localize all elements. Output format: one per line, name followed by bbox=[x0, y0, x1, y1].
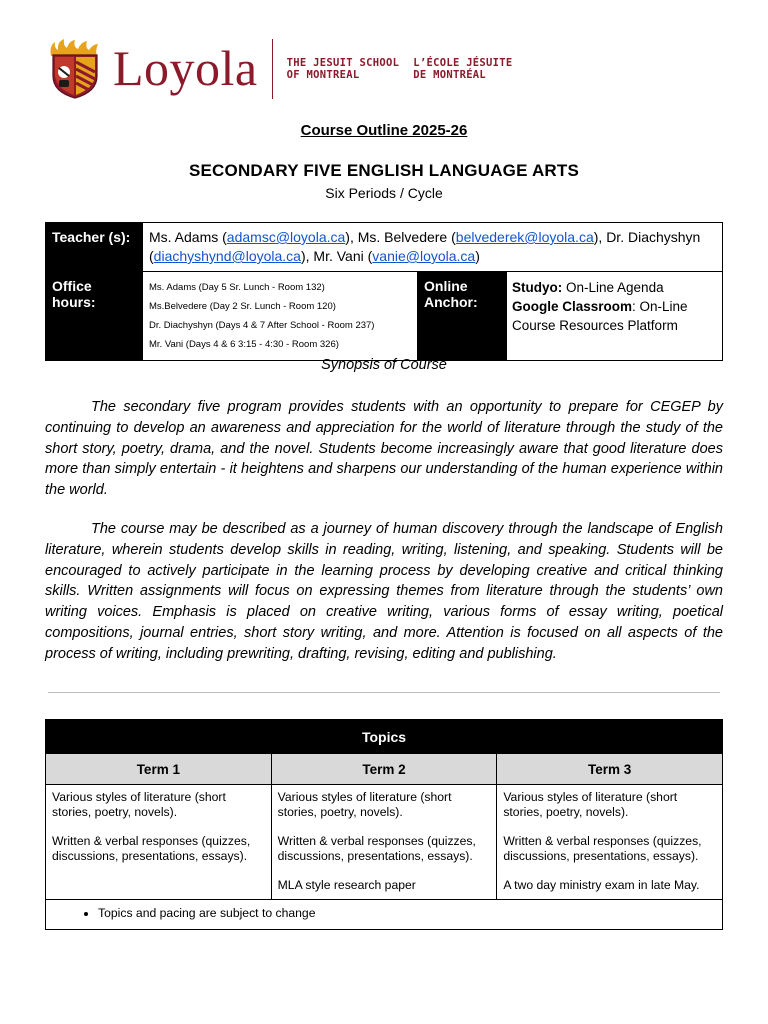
synopsis-paragraph-1: The secondary five program provides students with an opportunity to prepare for CEGEP by continuing to develop an awareness and appreciation for the world of literature through the study of the short story, poetry, drama, and the novel. Students become increasingly aware that good literature does more than simply entertain - it heightens and sharpens our understanding of the human experience within the world. bbox=[45, 399, 723, 499]
tagline-english-line2: OF MONTREAL bbox=[286, 69, 360, 81]
tagline-english bbox=[287, 57, 400, 81]
office-hours-label: Office hours: bbox=[46, 272, 143, 361]
logo-divider bbox=[272, 39, 273, 99]
email-link-adams[interactable]: adamsc@loyola.ca bbox=[226, 229, 346, 245]
office-hours-line: Mr. Vani (Days 4 & 6 3:15 - 4:30 - Room 326) bbox=[149, 339, 339, 350]
teacher-label: Teacher (s): bbox=[46, 223, 143, 272]
synopsis-heading: Synopsis of Course bbox=[321, 357, 447, 373]
loyola-crest-icon bbox=[45, 38, 105, 100]
topic-item: Various styles of literature (short stories, poetry, novels). bbox=[52, 790, 226, 819]
topic-item: Written & verbal responses (quizzes, discussions, presentations, essays). bbox=[503, 834, 702, 863]
topics-heading: Topics bbox=[46, 720, 723, 754]
tagline-french-line1: L’ÉCOLE JÉSUITE bbox=[413, 57, 513, 69]
topic-item: Written & verbal responses (quizzes, discussions, presentations, essays). bbox=[52, 834, 251, 863]
topic-item: Various styles of literature (short stories, poetry, novels). bbox=[503, 790, 678, 819]
office-hours-list bbox=[143, 272, 418, 361]
google-classroom-label: Google Classroom bbox=[512, 299, 633, 314]
teacher-list-close: ) bbox=[475, 248, 480, 264]
topics-note: • Topics and pacing are subject to change bbox=[98, 906, 722, 921]
google-classroom-text: : On-Line Course Resources Platform bbox=[512, 299, 688, 333]
term-2-topics bbox=[271, 785, 497, 900]
tagline-french-line2: DE MONTRÉAL bbox=[413, 69, 487, 81]
online-anchor-value bbox=[507, 272, 723, 361]
term-header-1: Term 1 bbox=[46, 754, 272, 785]
course-outline-title: Course Outline 2025-26 bbox=[300, 122, 468, 139]
synopsis-paragraph-2: The course may be described as a journey of human discovery through the landscape of English literature, wherein students develop skills in reading, writing, listening, and speaking. Students will be encouraged to actively participate in the learning process by developing creative and critical thinking skills. Written assignments will focus on expressing themes from literature through the students’ own writing voices. Emphasis is placed on creative writing, various forms of essay writing, poetical compositions, journal entries, short story writing, and more. Attention is focused on all aspects of the process of writing, including prewriting, drafting, revising, editing and publishing. bbox=[45, 521, 723, 662]
office-hours-line: Ms.Belvedere (Day 2 Sr. Lunch - Room 120) bbox=[149, 301, 336, 312]
teacher-name-diachyshyn: ), Dr. Diachyshyn ( bbox=[149, 229, 701, 264]
course-title: SECONDARY FIVE ENGLISH LANGUAGE ARTS bbox=[188, 161, 580, 180]
office-row bbox=[46, 272, 723, 361]
office-hours-line: Ms. Adams (Day 5 Sr. Lunch - Room 132) bbox=[149, 282, 325, 293]
topics-note-row bbox=[46, 900, 723, 930]
teacher-list bbox=[143, 223, 723, 272]
course-info-table bbox=[45, 222, 723, 361]
topic-item: MLA style research paper bbox=[277, 878, 416, 892]
term-3-topics bbox=[497, 785, 723, 900]
email-link-belvedere[interactable]: belvederek@loyola.ca bbox=[455, 229, 594, 245]
topic-item: A two day ministry exam in late May. bbox=[503, 878, 700, 892]
office-hours-line: Dr. Diachyshyn (Days 4 & 7 After School - Room 237) bbox=[149, 320, 375, 331]
tagline-french bbox=[413, 57, 512, 81]
teacher-name-belvedere: ), Ms. Belvedere ( bbox=[345, 229, 456, 245]
topic-item: Written & verbal responses (quizzes, discussions, presentations, essays). bbox=[277, 834, 476, 863]
tagline-english-line1: THE JESUIT SCHOOL bbox=[286, 57, 400, 69]
teacher-name-vani: ), Mr. Vani ( bbox=[300, 248, 373, 264]
email-link-diachyshyn[interactable]: diachyshynd@loyola.ca bbox=[153, 248, 301, 264]
section-divider bbox=[48, 692, 720, 693]
studyo-text: On-Line Agenda bbox=[562, 280, 664, 295]
term-header-3: Term 3 bbox=[497, 754, 723, 785]
course-subtitle: Six Periods / Cycle bbox=[325, 185, 443, 201]
online-anchor-label: Online Anchor: bbox=[418, 272, 507, 361]
teacher-row bbox=[46, 223, 723, 272]
brand-wordmark: Loyola bbox=[113, 40, 258, 96]
topics-table bbox=[45, 719, 723, 930]
email-link-vani[interactable]: vanie@loyola.ca bbox=[372, 248, 476, 264]
term-1-topics bbox=[46, 785, 272, 900]
term-header-2: Term 2 bbox=[271, 754, 497, 785]
studyo-label: Studyo: bbox=[512, 280, 563, 295]
topic-item: Various styles of literature (short stories, poetry, novels). bbox=[277, 790, 452, 819]
header-logo bbox=[45, 38, 513, 100]
teacher-name-adams: Ms. Adams ( bbox=[149, 229, 227, 245]
